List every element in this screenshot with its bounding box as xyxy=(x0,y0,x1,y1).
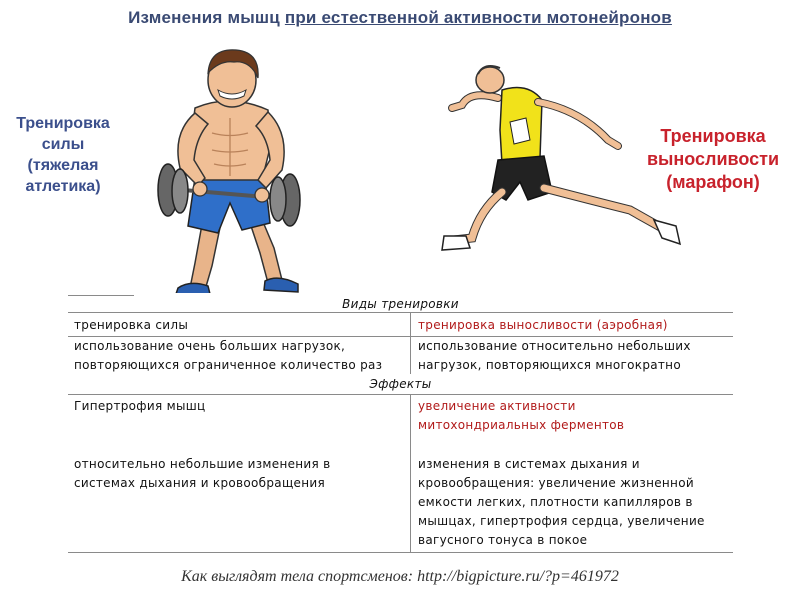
label-line: атлетика) xyxy=(25,178,101,195)
text-line: изменения в системах дыхания и xyxy=(418,457,640,471)
label-line: силы xyxy=(41,136,85,153)
text-line: мышцах, гипертрофия сердца, увеличение xyxy=(418,514,705,528)
row2-left xyxy=(74,397,205,416)
text-line: системах дыхания и кровообращения xyxy=(74,476,325,490)
row2-right xyxy=(418,397,624,435)
title-part1: Изменения мышц xyxy=(128,8,285,27)
text-line: емкости легких, плотности капилляров в xyxy=(418,495,693,509)
label-line: Тренировка xyxy=(660,126,766,146)
text-line: кровообращения: увеличение жизненной xyxy=(418,476,694,490)
effects-header: Эффекты xyxy=(369,377,432,391)
label-line: Тренировка xyxy=(16,115,110,132)
column-divider xyxy=(410,394,411,552)
table-rule xyxy=(68,394,733,395)
text-line: увеличение активности xyxy=(418,399,576,413)
text-line: нагрузок, повторяющихся многократно xyxy=(418,358,681,372)
row1-left xyxy=(74,337,410,375)
row1-right xyxy=(418,337,733,375)
table-rule xyxy=(68,552,733,553)
column-divider xyxy=(410,312,411,374)
label-line: (марафон) xyxy=(666,172,760,192)
col-right-head: тренировка выносливости (аэробная) xyxy=(418,318,668,332)
title-part2: при естественной активности мотонейронов xyxy=(284,8,672,27)
text-line: использование очень больших нагрузок, xyxy=(74,339,346,353)
table-header: Виды тренировки xyxy=(342,297,459,311)
text-line: вагусного тонуса в покое xyxy=(418,533,588,547)
label-line: выносливости xyxy=(646,149,780,169)
source-caption: Как выглядят тела спортсменов: http://bigpicture.ru/?p=461972 xyxy=(181,568,619,585)
text-line: повторяющихся ограниченное количество раз xyxy=(74,358,383,372)
col-left-head: тренировка силы xyxy=(74,318,189,332)
row3-left xyxy=(74,455,331,493)
text-line: Гипертрофия мышц xyxy=(74,399,206,413)
text-line: использование относительно небольших xyxy=(418,339,691,353)
row3-right xyxy=(418,455,705,550)
label-line: (тяжелая xyxy=(27,157,99,174)
text-line: относительно небольшие изменения в xyxy=(74,457,331,471)
text-line: митохондриальных ферментов xyxy=(418,418,625,432)
